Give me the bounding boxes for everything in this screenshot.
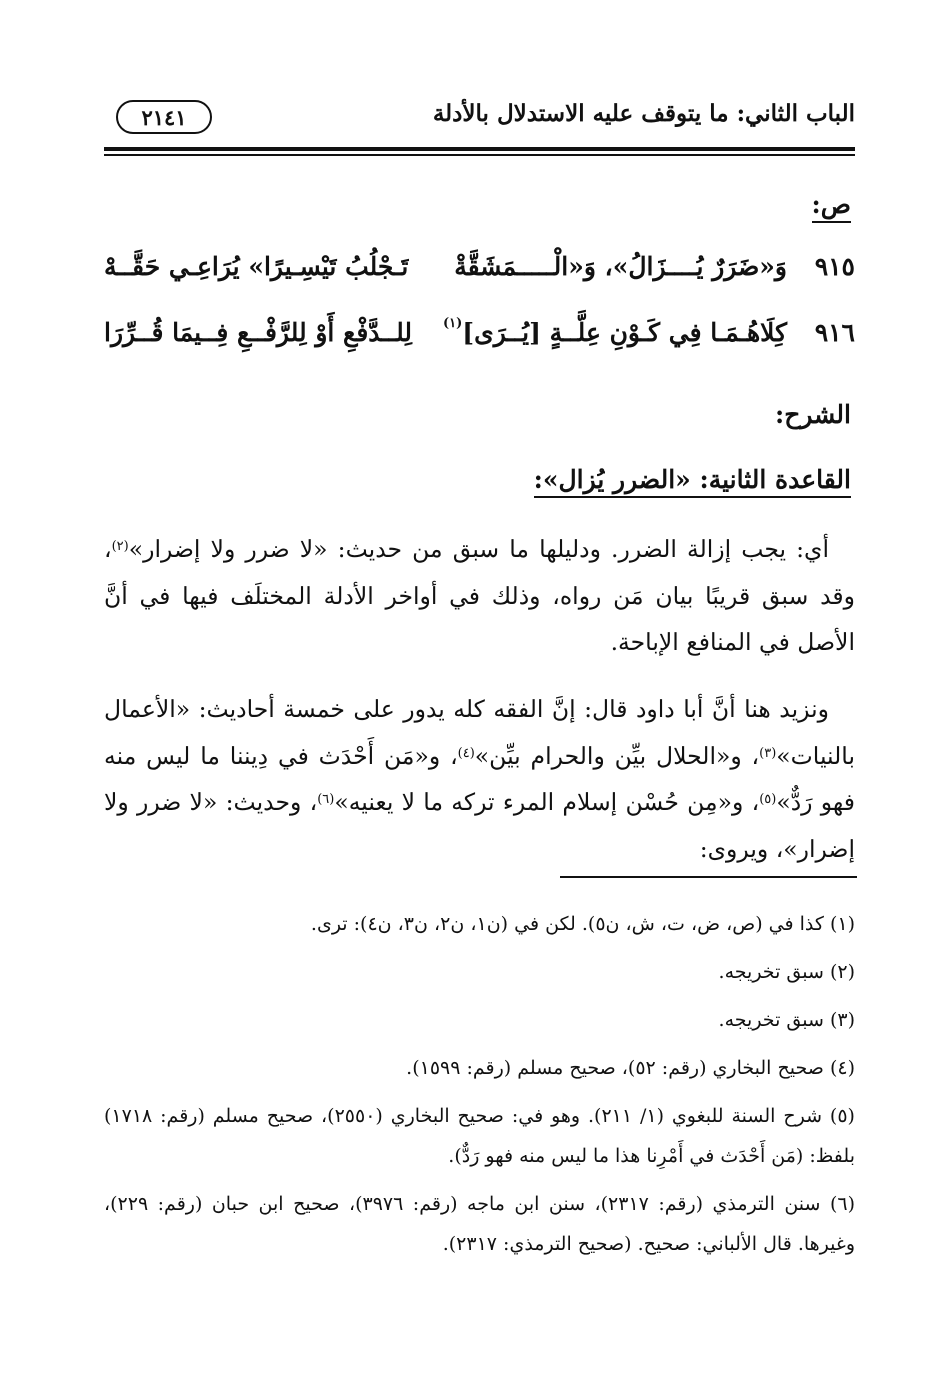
body-text-run: ، و«الحلال بيِّن والحرام بيِّن» [474, 741, 760, 770]
body-text-run: ، وقد سبق قريبًا بيان مَن رواه، وذلك في أواخر الأدلة المختلَف فيها في أنَّ الأصل في المنافع الإباحة. [104, 535, 855, 656]
rule-heading: القاعدة الثانية: «الضرر يُزال»: [534, 465, 851, 498]
footnotes [104, 904, 855, 1264]
body-text-run: ، وحديث: «لا ضرر ولا إضرار»، ويروى: [104, 788, 855, 863]
sharh-label: الشرح: [774, 400, 851, 429]
footnote-6: (٦) سنن الترمذي (رقم: ٢٣١٧)، سنن ابن ماجه (رقم: ٣٩٧٦)، صحيح ابن حبان (رقم: ٢٢٩)، وغيرها. قال الألباني: صحيح. (صحيح الترمذي: ٢٣١٧). [104, 1193, 855, 1255]
body-text-run: ، و«مَن أَحْدَث في دِيننا ما ليس منه فهو رَدٌّ» [104, 741, 855, 816]
footnote-separator [560, 876, 857, 878]
body-text-run: ، و«مِن حُسْن إسلام المرء تركه ما لا يعنيه» [334, 788, 760, 816]
footnote-ref: (٦) [317, 792, 335, 807]
running-title: الباب الثاني: ما يتوقف عليه الاستدلال بالأدلة [432, 100, 855, 127]
header-rule-thin [104, 154, 855, 156]
footnote-ref: (٣) [759, 745, 777, 761]
verse-number: ٩١٥ [814, 252, 855, 281]
footnote-2: (٢) سبق تخريجه. [718, 961, 855, 983]
body-paragraph-2 [104, 686, 855, 872]
footnote-4: (٤) صحيح البخاري (رقم: ٥٢)، صحيح مسلم (رقم: ١٥٩٩). [406, 1057, 855, 1079]
footnote-ref: (١) [443, 316, 463, 331]
page-number-badge: ٢١٤١ [116, 100, 212, 134]
verse-first-hemistich: وَ«ضَرَرٌ يُــــزَالُ»، وَ«الْـــــمَشَقَّةْ [454, 252, 787, 281]
verse-915 [104, 252, 855, 296]
verse-second-hemistich: لِلــدَّفْعِ أَوْ لِلرَّفْــعِ فِــيمَا قُــرِّرَا [104, 318, 412, 347]
footnote-3: (٣) سبق تخريجه. [718, 1009, 855, 1031]
verse-number: ٩١٦ [814, 318, 855, 347]
header-rule-thick [104, 147, 855, 151]
footnote-ref: (٥) [759, 792, 777, 807]
body-paragraph-1 [104, 526, 855, 666]
body-text-run: أي: يجب إزالة الضرر. ودليلها ما سبق من حديث: «لا ضرر ولا إضرار» [128, 535, 829, 563]
verse-916 [104, 318, 855, 362]
body-text-run: ونزيد هنا أنَّ أبا داود قال: إنَّ الفقه كله يدور على خمسة أحاديث: «الأعمال بالنيات» [104, 695, 855, 770]
footnote-ref: (٢) [111, 539, 129, 554]
verse-first-text: كِلَاهُـمَـا فِي كَـوْنِ عِلَّــةٍ [يُــرَى] [462, 318, 787, 347]
footnote-1: (١) كذا في (ص، ض، ت، ش، ن٥). لكن في (ن١، ن٢، ن٣، ن٤): ترى. [310, 913, 855, 935]
matn-label: ص: [812, 190, 851, 223]
footnote-5: (٥) شرح السنة للبغوي (١/ ٢١١). وهو في: صحيح البخاري (٢٥٥٠)، صحيح مسلم (رقم: ١٧١٨) بلفظ: (مَن أَحْدَث في أَمْرِنا هذا ما ليس منه فهو رَدٌّ). [104, 1105, 855, 1167]
verse-second-hemistich: تَـجْلُبُ تَيْسِـيرًا» يُرَاعِـي حَقَّــهْ [104, 252, 409, 281]
page-header [104, 96, 855, 142]
verse-first-hemistich [443, 318, 787, 347]
footnote-ref: (٤) [457, 745, 475, 761]
